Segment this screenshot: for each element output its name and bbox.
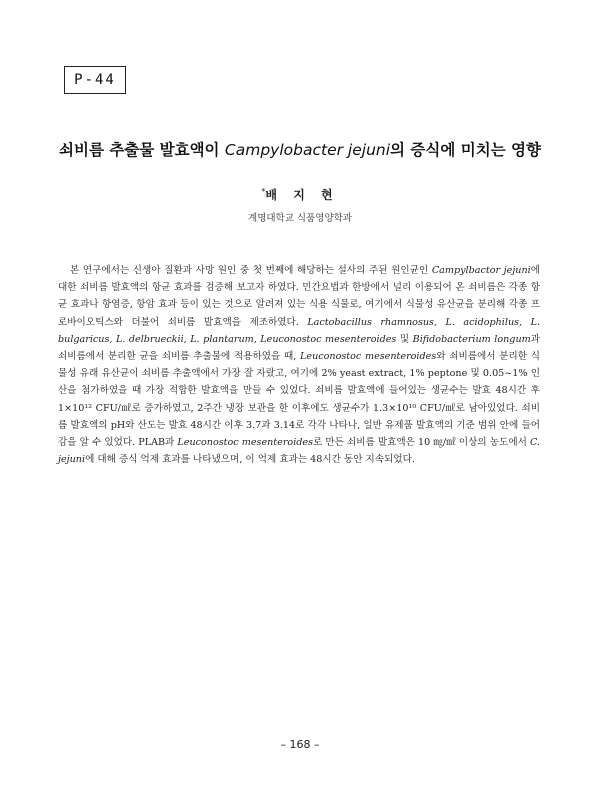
abstract-text: 에 대해 증식 억제 효과를 나타냈으며, 이 억제 효과는 48시간 동안 지속되었다.: [85, 454, 415, 466]
page-number: – 168 –: [280, 738, 320, 751]
title-pre: 쇠비름 추출물 발효액이: [59, 141, 225, 159]
abstract-text: 로 만든 쇠비름 발효액은 10 ㎎/㎖ 이상의 농도에서: [313, 437, 530, 449]
title-italic: Campylobacter jejuni: [224, 141, 391, 159]
poster-code: P-44: [74, 72, 116, 88]
abstract-italic-term: Leuconostoc mesenteroides: [177, 437, 314, 449]
paper-title: [40, 138, 560, 160]
author-name: 배 지 현: [265, 188, 339, 202]
abstract-text: 본 연구에서는 신생아 질환과 사망 원인 중 첫 번째에 해당하는 설사의 주된 원인균인: [70, 265, 432, 276]
abstract-italic-term: Lactobacillus rhamnosus, L. acidophilus, L. bulgaricus, L. delbrueckii, L. plantarum, Leuconostoc mesenteroides: [58, 316, 540, 345]
abstract-italic-term: Campylbactor jejuni: [431, 265, 531, 276]
abstract-text: 과 쇠비름에서 분리한 균을 쇠비름 추출물에 적용하였을 때,: [58, 333, 541, 363]
abstract-paragraph: [58, 262, 540, 468]
author-mark: *: [261, 187, 266, 196]
abstract-text: 와 쇠비름에서 분리한 식물성 유래 유산균이 쇠비름 추출액에서 가장 잘 자랐고, 여기에 2% yeast extract, 1% peptone 및 0.05~1% 인산을 첨가하였을 때 가장 적합한 발효액을 만들 수 있었다. 쇠비름 발효액에 들어있는 생균수는 발효 48시간 후 1×10¹² CFU/㎖로 증가하였고, 2주간 냉장 보관을 한 이후에도 생균수가 1.3×10¹⁰ CFU/㎖로 남아있었다. 쇠비름 발효액의 pH와 산도는 발효 48시간 이후 3.7과 3.14로 각각 나타나, 일반 유제품 발효액의 기준 범위 안에 들어감을 알 수 있었다. PLAB과: [58, 351, 540, 449]
author-line: [0, 186, 600, 203]
poster-code-box: [64, 66, 126, 94]
abstract-body: [58, 262, 540, 468]
abstract-italic-term: Leuconostoc mesenteroides: [300, 351, 437, 363]
abstract-italic-term: Bifidobacterium longum: [412, 333, 531, 345]
abstract-text: 에 대한 쇠비름 발효액의 항균 효과를 검증해 보고자 하였다. 민간요법과 한방에서 널리 이용되어 온 쇠비름은 각종 항균 효과나 항염증, 항암 효과 등이 있는 것으로 알려져 있는 식용 식물로, 여기에서 식물성 유산균을 분리해 각종 프로바이오틱스와 더불어 쇠비름 발효액을 제조하였다.: [58, 265, 540, 328]
abstract-text: 및: [396, 333, 413, 345]
affiliation: 계명대학교 식품영양학과: [248, 213, 352, 224]
title-post: 의 증식에 미치는 영향: [390, 141, 541, 159]
abstract-italic-term: C. jejuni: [58, 437, 540, 466]
